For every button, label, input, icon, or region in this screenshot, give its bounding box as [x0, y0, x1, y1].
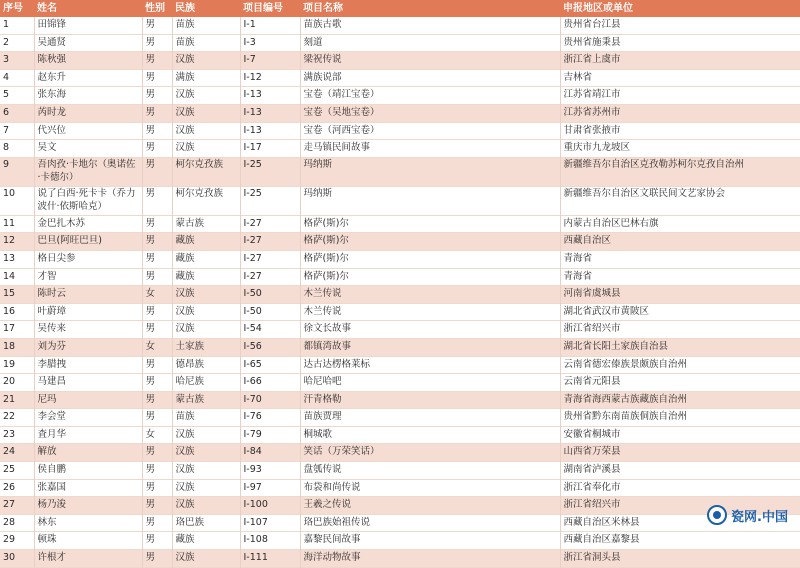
cell-no: 2: [0, 34, 34, 52]
header-no: 序号: [3, 3, 23, 14]
cell-project: 玛纳斯: [300, 186, 560, 215]
cell-region: 云南省德宏傣族景颇族自治州: [563, 358, 688, 370]
cell-region: 青海省海西蒙古族藏族自治州: [563, 393, 688, 405]
cell-project: 梁祝传说: [300, 52, 560, 70]
cell-name: 林东: [34, 514, 142, 532]
cell-region: 湖北省长阳土家族自治县: [563, 340, 669, 352]
cell-gender: 男: [142, 268, 172, 286]
cell-region: 西藏自治区嘉黎县: [563, 534, 640, 546]
cell-ethnic: 满族: [172, 69, 240, 87]
cell-ethnic: 柯尔克孜族: [172, 157, 240, 186]
cell-gender: 女: [142, 426, 172, 444]
cell-name: 芮时龙: [34, 104, 142, 122]
cell-name: 张嘉国: [34, 479, 142, 497]
cell-code: Ⅰ-108: [240, 532, 300, 550]
cell-code: Ⅰ-54: [240, 321, 300, 339]
table-body: [0, 17, 800, 567]
cell-name: 陈秋强: [34, 52, 142, 70]
cell-project: 徐文长故事: [300, 321, 560, 339]
cell-name: 顿珠: [34, 532, 142, 550]
table-row: [0, 338, 800, 356]
cell-ethnic: 苗族: [172, 409, 240, 427]
cell-code: Ⅰ-1: [240, 17, 300, 34]
cell-code: Ⅰ-107: [240, 514, 300, 532]
table-row: [0, 52, 800, 70]
cell-ethnic: 柯尔克孜族: [172, 186, 240, 215]
cell-code: Ⅰ-27: [240, 250, 300, 268]
cell-project: 格萨(斯)尔: [300, 268, 560, 286]
table-row: [0, 104, 800, 122]
cell-gender: 男: [142, 34, 172, 52]
cell-project: 哈尼哈吧: [300, 374, 560, 392]
cell-region: 吉林省: [563, 71, 593, 83]
cell-region: 甘肃省张掖市: [563, 124, 621, 136]
cell-no: 6: [0, 104, 34, 122]
table-row: [0, 17, 800, 34]
cell-gender: 男: [142, 374, 172, 392]
cell-code: Ⅰ-65: [240, 356, 300, 374]
cell-project: 宝卷（靖江宝卷）: [300, 87, 560, 105]
table-row: [0, 250, 800, 268]
cell-region: 贵州省台江县: [563, 19, 621, 30]
cell-name: 李腊拽: [34, 356, 142, 374]
cell-ethnic: 蒙古族: [172, 215, 240, 233]
cell-no: 29: [0, 532, 34, 550]
cell-project: 刻道: [300, 34, 560, 52]
table-row: [0, 69, 800, 87]
cell-project: 格萨(斯)尔: [300, 215, 560, 233]
cell-ethnic: 汉族: [172, 321, 240, 339]
cell-code: Ⅰ-66: [240, 374, 300, 392]
cell-ethnic: 汉族: [172, 497, 240, 515]
cell-name: 査月华: [34, 426, 142, 444]
cell-region: 河南省虞城县: [563, 288, 621, 300]
table-row: [0, 479, 800, 497]
cell-region: 浙江省上虞市: [563, 54, 621, 66]
cell-code: Ⅰ-27: [240, 215, 300, 233]
cell-region: 湖北省武汉市黄陂区: [563, 305, 650, 317]
cell-name: 解放: [34, 444, 142, 462]
table-row: [0, 374, 800, 392]
header-row: [0, 0, 800, 17]
cell-region: 浙江省绍兴市: [563, 323, 621, 335]
cell-project: 都镇湾故事: [300, 338, 560, 356]
cell-gender: 男: [142, 140, 172, 158]
cell-no: 1: [0, 17, 34, 34]
cell-code: Ⅰ-84: [240, 444, 300, 462]
cell-name: 巴旦(阿旺巴旦): [34, 233, 142, 251]
cell-gender: 男: [142, 391, 172, 409]
cell-code: Ⅰ-25: [240, 186, 300, 215]
cell-name: 陈时云: [34, 286, 142, 304]
cell-ethnic: 汉族: [172, 303, 240, 321]
table-row: [0, 157, 800, 186]
cell-name: 叶蔚璋: [34, 303, 142, 321]
cell-gender: 男: [142, 122, 172, 140]
cell-project: 王羲之传说: [300, 497, 560, 515]
cell-project: 桐城歌: [300, 426, 560, 444]
header-gender: 性别: [145, 3, 165, 14]
header-code: 项目编号: [243, 3, 283, 14]
cell-code: Ⅰ-13: [240, 104, 300, 122]
cell-gender: 男: [142, 233, 172, 251]
cell-name: 吴通贤: [34, 34, 142, 52]
cell-project: 苗族贾理: [300, 409, 560, 427]
cell-region: 西藏自治区米林县: [563, 516, 640, 528]
table-row: [0, 186, 800, 215]
cell-gender: 男: [142, 514, 172, 532]
cell-gender: 男: [142, 532, 172, 550]
cell-code: Ⅰ-27: [240, 268, 300, 286]
cell-gender: 男: [142, 186, 172, 215]
cell-project: 走马镇民间故事: [300, 140, 560, 158]
cell-name: 吾肉孜·卡地尔（奥诺佐·卡德尔）: [34, 157, 142, 186]
cell-code: Ⅰ-97: [240, 479, 300, 497]
cell-no: 18: [0, 338, 34, 356]
cell-code: Ⅰ-25: [240, 157, 300, 186]
cell-name: 代兴位: [34, 122, 142, 140]
table-row: [0, 286, 800, 304]
cell-code: Ⅰ-70: [240, 391, 300, 409]
table-row: [0, 87, 800, 105]
cell-ethnic: 土家族: [172, 338, 240, 356]
cell-name: 刘为芬: [34, 338, 142, 356]
cell-region: 青海省: [563, 270, 593, 282]
cell-region: 贵州省黔东南苗族侗族自治州: [563, 411, 688, 423]
cell-gender: 男: [142, 215, 172, 233]
table-row: [0, 215, 800, 233]
header-ethnic: 民族: [175, 3, 195, 14]
table-row: [0, 303, 800, 321]
cell-name: 杨乃浚: [34, 497, 142, 515]
cell-gender: 男: [142, 444, 172, 462]
cell-no: 10: [0, 186, 34, 215]
table-row: [0, 140, 800, 158]
cell-gender: 男: [142, 497, 172, 515]
watermark-logo-icon: [707, 505, 727, 525]
cell-ethnic: 哈尼族: [172, 374, 240, 392]
cell-no: 7: [0, 122, 34, 140]
cell-region: 重庆市九龙坡区: [563, 142, 631, 154]
cell-ethnic: 汉族: [172, 87, 240, 105]
cell-no: 19: [0, 356, 34, 374]
cell-no: 3: [0, 52, 34, 70]
cell-region: 江苏省靖江市: [563, 89, 621, 101]
cell-gender: 男: [142, 17, 172, 34]
header-name: 姓名: [37, 3, 57, 14]
cell-project: 玛纳斯: [300, 157, 560, 186]
cell-gender: 男: [142, 52, 172, 70]
cell-project: 宝卷（河西宝卷）: [300, 122, 560, 140]
cell-no: 27: [0, 497, 34, 515]
cell-no: 14: [0, 268, 34, 286]
cell-project: 格萨(斯)尔: [300, 250, 560, 268]
cell-ethnic: 汉族: [172, 462, 240, 480]
cell-gender: 男: [142, 479, 172, 497]
cell-ethnic: 苗族: [172, 17, 240, 34]
cell-name: 才智: [34, 268, 142, 286]
cell-region: 江苏省苏州市: [563, 106, 621, 118]
watermark: [707, 505, 788, 525]
cell-code: Ⅰ-12: [240, 69, 300, 87]
cell-gender: 女: [142, 286, 172, 304]
table-row: [0, 321, 800, 339]
cell-ethnic: 藏族: [172, 532, 240, 550]
table-row: [0, 268, 800, 286]
cell-gender: 女: [142, 338, 172, 356]
cell-name: 张东海: [34, 87, 142, 105]
cell-ethnic: 汉族: [172, 444, 240, 462]
table-header: [0, 0, 800, 17]
watermark-text: 瓷网.中国: [731, 509, 788, 525]
cell-no: 20: [0, 374, 34, 392]
header-region: 申报地区或单位: [563, 3, 633, 14]
cell-project: 宝卷（吴地宝卷）: [300, 104, 560, 122]
cell-no: 24: [0, 444, 34, 462]
cell-project: 达古达楞格莱标: [300, 356, 560, 374]
table-row: [0, 550, 800, 568]
table-row: [0, 497, 800, 515]
cell-code: Ⅰ-76: [240, 409, 300, 427]
cell-name: 金巴扎木苏: [34, 215, 142, 233]
cell-name: 马建昌: [34, 374, 142, 392]
table-row: [0, 462, 800, 480]
cell-no: 13: [0, 250, 34, 268]
cell-region: 新疆维吾尔自治区克孜勒苏柯尔克孜自治州: [563, 158, 745, 170]
cell-code: Ⅰ-13: [240, 122, 300, 140]
cell-name: 格日尖参: [34, 250, 142, 268]
cell-region: 山西省万荣县: [563, 446, 621, 458]
cell-project: 满族说部: [300, 69, 560, 87]
cell-region: 浙江省绍兴市: [563, 499, 621, 511]
cell-no: 8: [0, 140, 34, 158]
cell-code: Ⅰ-3: [240, 34, 300, 52]
cell-name: 赵东升: [34, 69, 142, 87]
cell-code: Ⅰ-17: [240, 140, 300, 158]
cell-region: 浙江省奉化市: [563, 481, 621, 493]
cell-gender: 男: [142, 321, 172, 339]
cell-project: 盘瓠传说: [300, 462, 560, 480]
cell-ethnic: 汉族: [172, 286, 240, 304]
cell-name: 尼玛: [34, 391, 142, 409]
cell-ethnic: 汉族: [172, 426, 240, 444]
cell-ethnic: 汉族: [172, 52, 240, 70]
cell-code: Ⅰ-50: [240, 286, 300, 304]
cell-no: 9: [0, 157, 34, 186]
table-row: [0, 444, 800, 462]
cell-gender: 男: [142, 250, 172, 268]
cell-gender: 男: [142, 87, 172, 105]
cell-no: 22: [0, 409, 34, 427]
cell-code: Ⅰ-7: [240, 52, 300, 70]
cell-project: 苗族古歌: [300, 17, 560, 34]
cell-no: 4: [0, 69, 34, 87]
cell-code: Ⅰ-111: [240, 550, 300, 568]
table-row: [0, 409, 800, 427]
cell-gender: 男: [142, 303, 172, 321]
cell-code: Ⅰ-50: [240, 303, 300, 321]
cell-ethnic: 珞巴族: [172, 514, 240, 532]
cell-gender: 男: [142, 356, 172, 374]
cell-ethnic: 苗族: [172, 34, 240, 52]
cell-gender: 男: [142, 409, 172, 427]
cell-project: 笑话（万荣笑话）: [300, 444, 560, 462]
table-row: [0, 426, 800, 444]
cell-no: 17: [0, 321, 34, 339]
cell-name: 许根才: [34, 550, 142, 568]
cell-region: 浙江省洞头县: [563, 552, 621, 564]
cell-project: 珞巴族始祖传说: [300, 514, 560, 532]
cell-name: 吴文: [34, 140, 142, 158]
cell-region: 西藏自治区: [563, 235, 612, 247]
cell-no: 30: [0, 550, 34, 568]
cell-ethnic: 汉族: [172, 550, 240, 568]
cell-ethnic: 藏族: [172, 233, 240, 251]
cell-no: 23: [0, 426, 34, 444]
table-row: [0, 233, 800, 251]
cell-no: 21: [0, 391, 34, 409]
cell-code: Ⅰ-56: [240, 338, 300, 356]
cell-ethnic: 汉族: [172, 479, 240, 497]
cell-region: 青海省: [563, 252, 593, 264]
cell-region: 云南省元阳县: [563, 376, 621, 388]
cell-code: Ⅰ-79: [240, 426, 300, 444]
cell-no: 12: [0, 233, 34, 251]
header-project: 项目名称: [303, 3, 343, 14]
cell-code: Ⅰ-27: [240, 233, 300, 251]
cell-no: 5: [0, 87, 34, 105]
cell-code: Ⅰ-13: [240, 87, 300, 105]
table-row: [0, 514, 800, 532]
cell-ethnic: 蒙古族: [172, 391, 240, 409]
table-row: [0, 122, 800, 140]
cell-region: 湖南省泸溪县: [563, 464, 621, 476]
cell-ethnic: 藏族: [172, 268, 240, 286]
cell-project: 格萨(斯)尔: [300, 233, 560, 251]
cell-project: 嘉黎民间故事: [300, 532, 560, 550]
cell-ethnic: 德昂族: [172, 356, 240, 374]
table-row: [0, 391, 800, 409]
cell-code: Ⅰ-93: [240, 462, 300, 480]
cell-no: 15: [0, 286, 34, 304]
cell-project: 木兰传说: [300, 286, 560, 304]
cell-ethnic: 藏族: [172, 250, 240, 268]
cell-name: 田锦锋: [34, 17, 142, 34]
cell-no: 25: [0, 462, 34, 480]
cell-no: 26: [0, 479, 34, 497]
cell-ethnic: 汉族: [172, 104, 240, 122]
cell-region: 安徽省桐城市: [563, 428, 621, 440]
cell-project: 木兰传说: [300, 303, 560, 321]
cell-code: Ⅰ-100: [240, 497, 300, 515]
cell-gender: 男: [142, 462, 172, 480]
cell-region: 内蒙古自治区巴林右旗: [563, 217, 659, 229]
cell-name: 侯自鹏: [34, 462, 142, 480]
cell-name: 吴传来: [34, 321, 142, 339]
cell-gender: 男: [142, 550, 172, 568]
cell-project: 汗青格勒: [300, 391, 560, 409]
cell-no: 28: [0, 514, 34, 532]
table-row: [0, 532, 800, 550]
cell-no: 16: [0, 303, 34, 321]
cell-no: 11: [0, 215, 34, 233]
cell-project: 海洋动物故事: [300, 550, 560, 568]
table-row: [0, 34, 800, 52]
cell-region: 贵州省施秉县: [563, 36, 621, 48]
cell-name: 李会堂: [34, 409, 142, 427]
cell-gender: 男: [142, 104, 172, 122]
cell-ethnic: 汉族: [172, 140, 240, 158]
cell-gender: 男: [142, 69, 172, 87]
cell-gender: 男: [142, 157, 172, 186]
cell-ethnic: 汉族: [172, 122, 240, 140]
cell-region: 新疆维吾尔自治区文联民间文艺家协会: [563, 187, 726, 199]
cell-project: 布袋和尚传说: [300, 479, 560, 497]
cell-name: 说了白西·死卡卡（乔力波什·依斯哈克）: [34, 186, 142, 215]
table-row: [0, 356, 800, 374]
